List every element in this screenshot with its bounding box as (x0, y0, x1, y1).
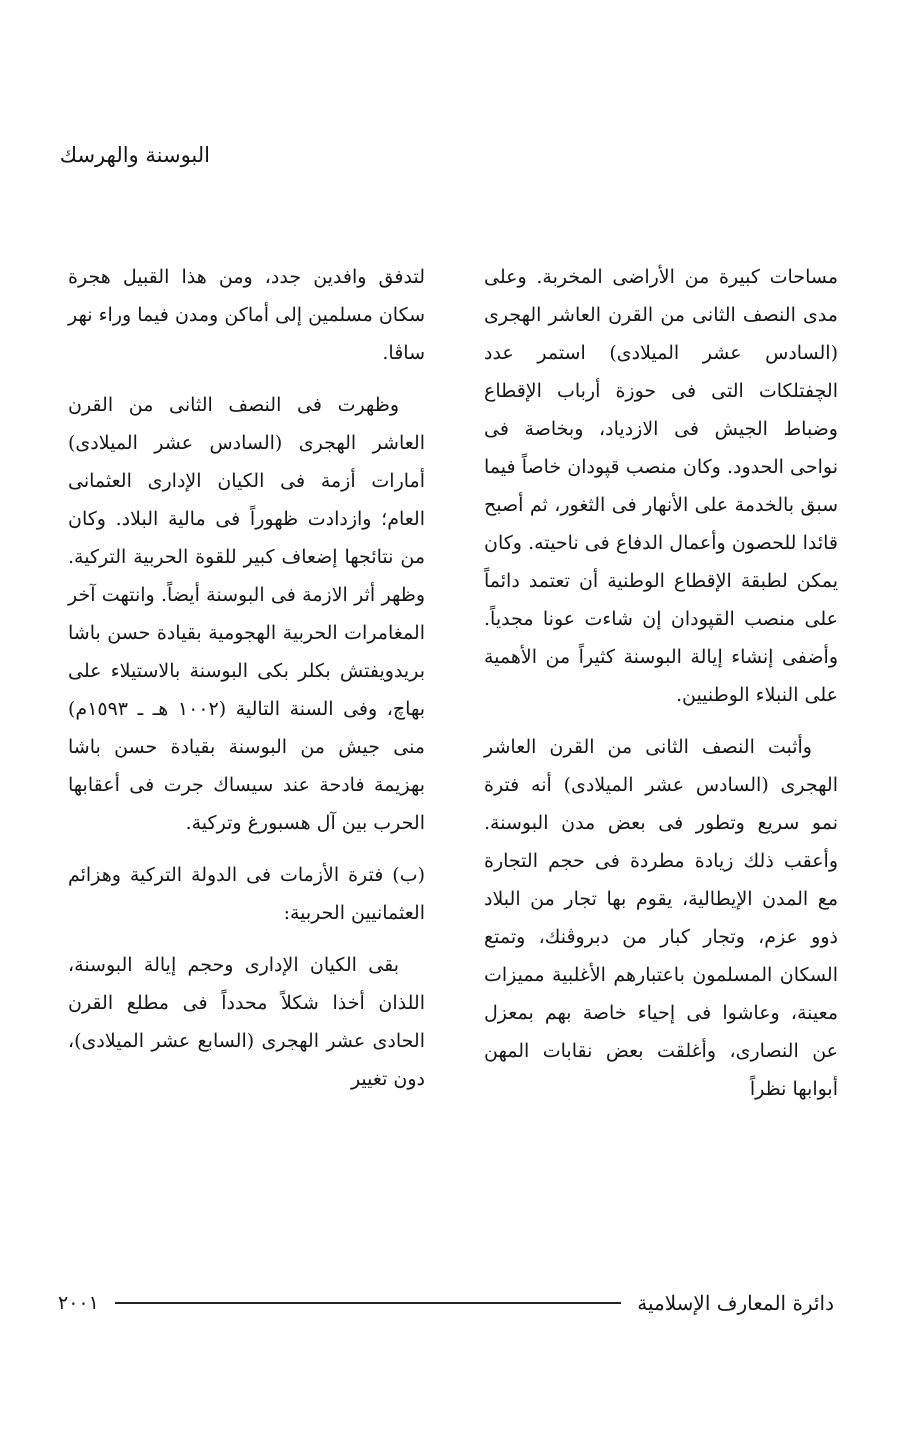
right-paragraph-1: مساحات كبيرة من الأراضى المخربة. وعلى مدى النصف الثانى من القرن العاشر الهجرى (السادس عشر الميلادى) استمر عدد الچفتلكات التى فى حوزة أرباب الإقطاع وضباط الجيش فى الازدياد، وبخاصة فى نواحى الحدود. وكان منصب قپودان خاصاً فيما سبق بالخدمة على الأنهار فى الثغور، ثم أصبح قائدا للحصون وأعمال الدفاع فى ناحيته. وكان يمكن لطبقة الإقطاع الوطنية أن تعتمد دائماً على منصب القپودان إن شاءت عونا مجدياً. وأضفى إنشاء إيالة البوسنة كثيراً من الأهمية على النبلاء الوطنيين. (484, 266, 838, 706)
right-paragraph-2: وأثبت النصف الثانى من القرن العاشر الهجرى (السادس عشر الميلادى) أنه فترة نمو سريع وتطور فى بعض مدن البوسنة. وأعقب ذلك زيادة مطردة فى حجم التجارة مع المدن الإيطالية، يقوم بها تجار من البلاد ذوو عزم، وتجار كبار من دبروڤنك، وتمتع السكان المسلمون باعتبارهم الأغلبية مميزات معينة، وعاشوا فى إحياء خاصة بهم بمعزل عن النصارى، وأغلقت بعض نقابات المهن أبوابها نظراً (484, 736, 838, 1100)
left-paragraph-2: وظهرت فى النصف الثانى من القرن العاشر الهجرى (السادس عشر الميلادى) أمارات أزمة فى الكيان الإدارى العثمانى العام؛ وازدادت ظهوراً فى مالية البلاد. وكان من نتائجها إضعاف كبير للقوة الحربية التركية. وظهر أثر الازمة فى البوسنة أيضاً. وانتهت آخر المغامرات الحربية الهجومية بقيادة حسن باشا بريدويفتش بكلر بكى البوسنة بالاستيلاء على بهاچ، وفى السنة التالية (١٠٠٢ هـ ـ ١٥٩٣م) منى جيش من البوسنة بقيادة حسن باشا بهزيمة فادحة عند سيساك جرت فى أعقابها الحرب بين آل هسبورغ وتركية. (68, 394, 425, 834)
section-heading: (ب) فترة الأزمات فى الدولة التركية وهزائم العثمانيين الحربية: (68, 864, 425, 924)
right-text-column (484, 258, 838, 1122)
left-text-column (68, 258, 425, 1112)
page-footer (58, 1286, 834, 1320)
running-header-title: البوسنة والهرسك (59, 143, 210, 167)
left-paragraph-1: لتدفق وافدين جدد، ومن هذا القبيل هجرة سكان مسلمين إلى أماكن ومدن فيما وراء نهر ساڤا. (68, 266, 425, 364)
footer-publication-title: دائرة المعارف الإسلامية (637, 1291, 834, 1315)
footer-rule (115, 1302, 621, 1304)
left-paragraph-3: بقى الكيان الإدارى وحجم إيالة البوسنة، اللذان أخذا شكلاً محدداً فى مطلع القرن الحادى عشر الهجرى (السابع عشر الميلادى)، دون تغيير (68, 954, 425, 1090)
page-number: ٢٠٠١ (58, 1292, 99, 1314)
